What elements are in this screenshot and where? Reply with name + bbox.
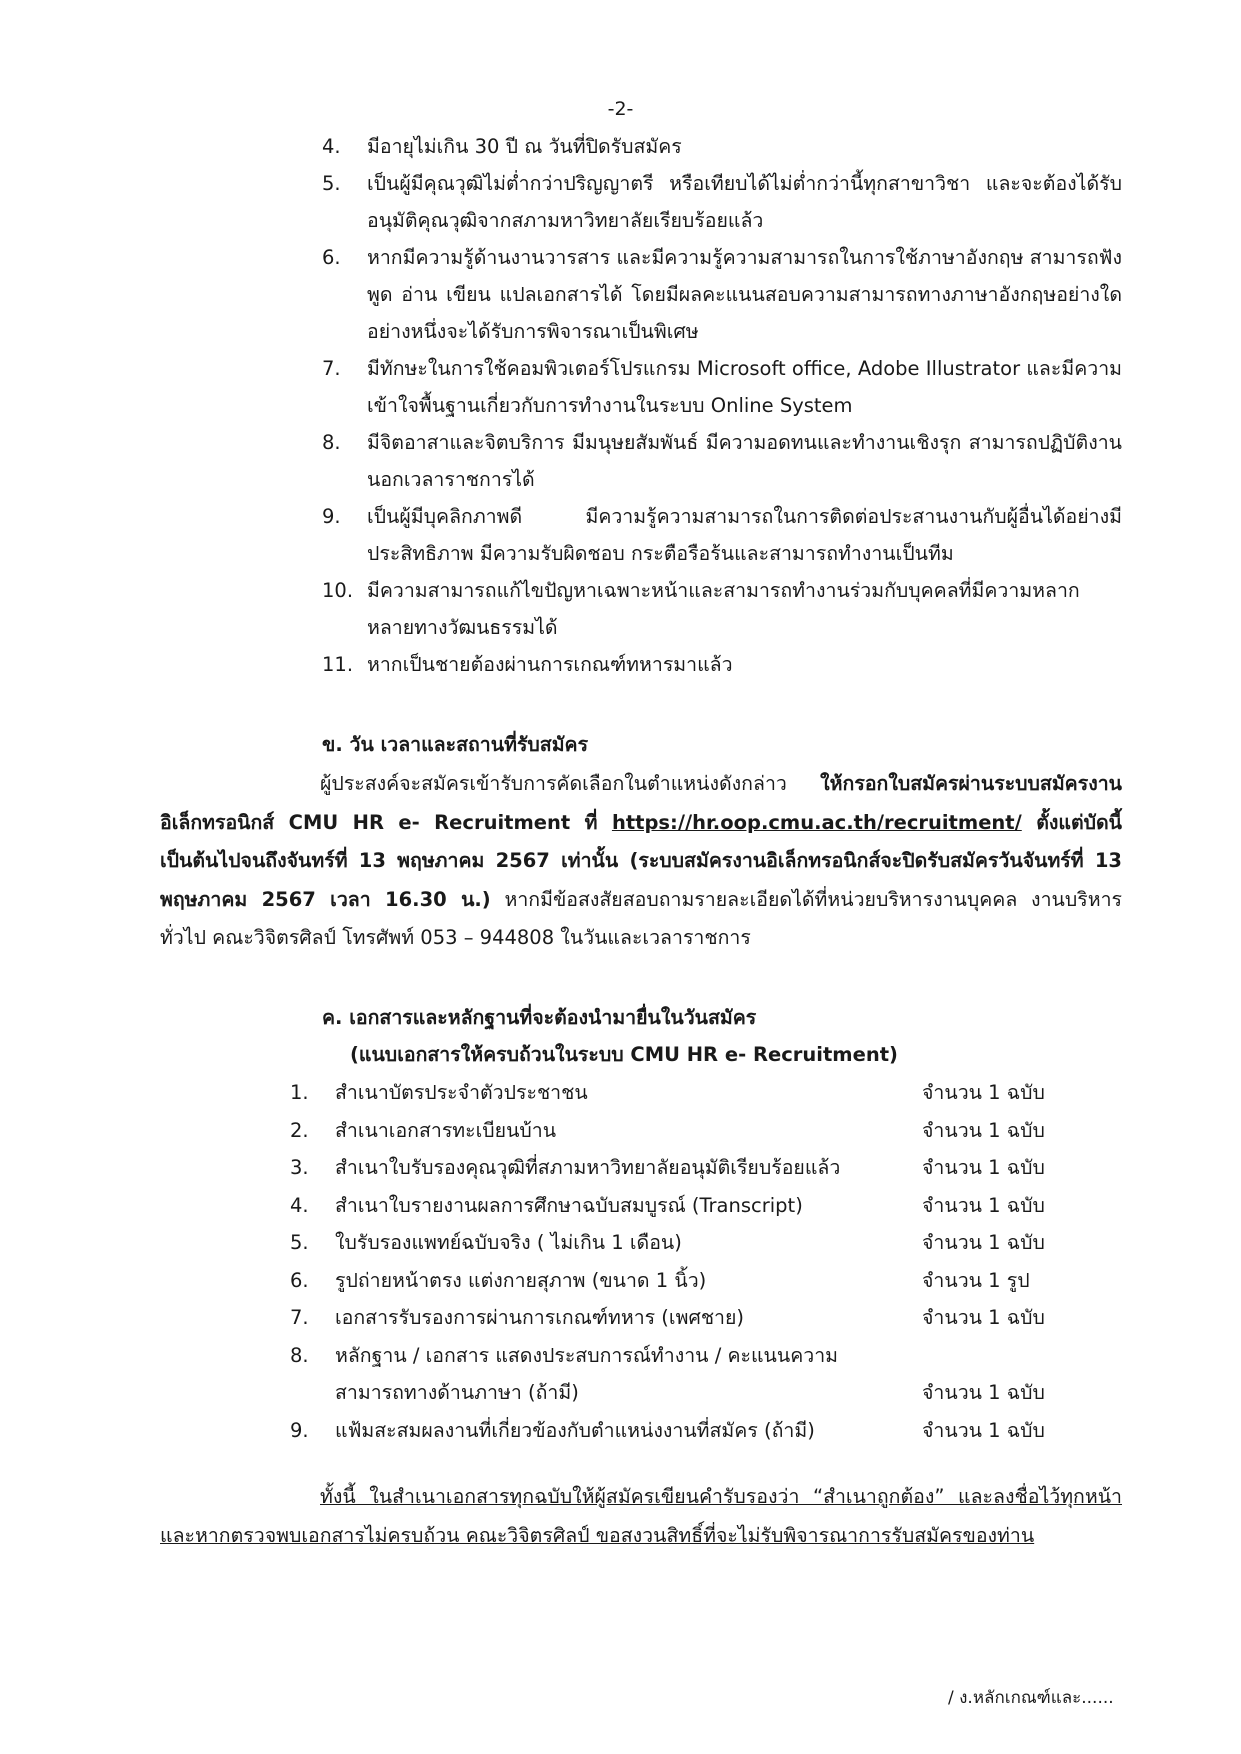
recruitment-link[interactable]: https://hr.oop.cmu.ac.th/recruitment/ <box>611 810 1022 834</box>
document-quantity: จำนวน 1 ฉบับ <box>922 1231 1045 1254</box>
document-quantity: จำนวน 1 ฉบับ <box>922 1306 1045 1329</box>
item-number: 1. <box>290 1081 309 1104</box>
item-text: เป็นผู้มีคุณวุฒิไม่ต่ำกว่าปริญญาตรี หรือเทียบได้ไม่ต่ำกว่านี้ทุกสาขาวิชา และจะต้องได้รับอนุมัติคุณวุฒิจากสภามหาวิทยาลัยเรียบร้อยแล้ว <box>367 172 1122 232</box>
item-number: 9. <box>322 505 341 528</box>
item-number: 5. <box>290 1231 309 1254</box>
continuation-footer: / ง.หลักเกณฑ์และ...... <box>948 1688 1114 1708</box>
document-name: สำเนาบัตรประจำตัวประชาชน <box>335 1081 588 1104</box>
document-name: เอกสารรับรองการผ่านการเกณฑ์ทหาร (เพศชาย) <box>335 1306 745 1329</box>
bold-text: ให้กรอกใบสมัครผ่านระบบสมัครงานอิเล็กทรอนิกส์ CMU HR e- Recruitment ที่ <box>160 772 1122 834</box>
item-text: มีทักษะในการใช้คอมพิวเตอร์โปรแกรม Microsoft office, Adobe Illustrator และมีความเข้าใจพื้นฐานเกี่ยวกับการทำงานในระบบ Online System <box>367 357 1122 417</box>
item-number: 2. <box>290 1118 309 1142</box>
document-item <box>290 1299 1070 1337</box>
item-number: 4. <box>322 135 341 158</box>
document-item <box>290 1224 1070 1262</box>
section-b-paragraph <box>160 765 1122 958</box>
item-text: หากมีความรู้ด้านงานวารสาร และมีความรู้ความสามารถในการใช้ภาษาอังกฤษ สามารถฟัง พูด อ่าน เขียน แปลเอกสารได้ โดยมีผลคะแนนสอบความสามารถทางภาษาอังกฤษอย่างใดอย่างหนึ่งจะได้รับการพิจารณาเป็นพิเศษ <box>367 246 1122 343</box>
item-number: 5. <box>322 172 341 195</box>
section-c-heading: ค. เอกสารและหลักฐานที่จะต้องนำมายื่นในวันสมัคร <box>322 1006 757 1029</box>
document-item <box>290 1112 1070 1150</box>
document-name: สำเนาเอกสารทะเบียนบ้าน <box>335 1118 557 1142</box>
item-text: มีความสามารถแก้ไขปัญหาเฉพาะหน้าและสามารถทำงานร่วมกับบุคคลที่มีความหลากหลายทางวัฒนธรรมได้ <box>367 579 1080 639</box>
document-name: สำเนาใบรับรองคุณวุฒิที่สภามหาวิทยาลัยอนุมัติเรียบร้อยแล้ว <box>335 1156 841 1179</box>
item-number: 8. <box>290 1343 309 1367</box>
item-number: 7. <box>322 357 341 380</box>
notice-paragraph: ทั้งนี้ ในสำเนาเอกสารทุกฉบับให้ผู้สมัครเขียนคำรับรองว่า “สำเนาถูกต้อง” และลงชื่อไว้ทุกหน้า และหากตรวจพบเอกสารไม่ครบถ้วน คณะวิจิตรศิลป์ ขอสงวนสิทธิ์ที่จะไม่รับพิจารณาการรับสมัครของท่าน <box>160 1485 1122 1547</box>
document-item <box>290 1187 1070 1225</box>
section-c-subheading: (แนบเอกสารให้ครบถ้วนในระบบ CMU HR e- Recruitment) <box>350 1043 898 1066</box>
item-text: มีอายุไม่เกิน 30 ปี ณ วันที่ปิดรับสมัคร <box>367 135 682 158</box>
document-item <box>290 1074 1070 1112</box>
section-b-heading: ข. วัน เวลาและสถานที่รับสมัคร <box>322 733 589 756</box>
item-text: เป็นผู้มีบุคลิกภาพดี มีความรู้ความสามารถในการติดต่อประสานงานกับผู้อื่นได้อย่างมีประสิทธิภาพ มีความรับผิดชอบ กระตือรือร้นและสามารถทำงานเป็นทีม <box>367 505 1122 565</box>
item-number: 6. <box>322 246 341 269</box>
document-name: ใบรับรองแพทย์ฉบับจริง ( ไม่เกิน 1 เดือน) <box>335 1231 682 1254</box>
item-number: 10. <box>322 579 354 602</box>
document-item <box>290 1262 1070 1300</box>
page-number: -2- <box>607 98 634 120</box>
document-list <box>290 1074 1070 1449</box>
item-number: 4. <box>290 1193 309 1217</box>
bold-text: ตั้งแต่บัดนี้เป็นต้นไปจนถึงจันทร์ที่ 13 พฤษภาคม 2567 เท่านั้น (ระบบสมัครงานอิเล็กทรอนิกส์จะปิดรับสมัครวันจันทร์ที่ 13 พฤษภาคม 2567 เวลา 16.30 น.) <box>160 810 1122 911</box>
item-text: หากเป็นชายต้องผ่านการเกณฑ์ทหารมาแล้ว <box>367 653 733 676</box>
item-text: มีจิตอาสาและจิตบริการ มีมนุษยสัมพันธ์ มีความอดทนและทำงานเชิงรุก สามารถปฏิบัติงานนอกเวลาราชการได้ <box>367 431 1122 491</box>
document-quantity: จำนวน 1 ฉบับ <box>922 1193 1045 1217</box>
document-item <box>290 1412 1070 1450</box>
document-name: รูปถ่ายหน้าตรง แต่งกายสุภาพ (ขนาด 1 นิ้ว) <box>335 1268 707 1292</box>
document-quantity: จำนวน 1 รูป <box>922 1268 1030 1292</box>
document-name: สำเนาใบรายงานผลการศึกษาฉบับสมบูรณ์ (Transcript) <box>335 1193 803 1217</box>
item-number: 3. <box>290 1156 309 1179</box>
item-number: 7. <box>290 1306 309 1329</box>
intro-text: ผู้ประสงค์จะสมัครเข้ารับการคัดเลือกในตำแหน่งดังกล่าว <box>320 772 787 795</box>
document-quantity: จำนวน 1 ฉบับ <box>922 1081 1045 1104</box>
document-name: แฟ้มสะสมผลงานที่เกี่ยวข้องกับตำแหน่งงานที่สมัคร (ถ้ามี) <box>335 1418 815 1442</box>
item-number: 6. <box>290 1268 309 1292</box>
contact-text: หากมีข้อสงสัยสอบถามรายละเอียดได้ที่หน่วยบริหารงานบุคคล งานบริหารทั่วไป คณะวิจิตรศิลป์ โทรศัพท์ 053 – 944808 ในวันและเวลาราชการ <box>160 887 1122 949</box>
document-quantity: จำนวน 1 ฉบับ <box>922 1156 1045 1179</box>
item-number: 9. <box>290 1418 309 1442</box>
document-quantity: จำนวน 1 ฉบับ <box>922 1418 1045 1442</box>
document-name: หลักฐาน / เอกสาร แสดงประสบการณ์ทำงาน / คะแนนความสามารถทางด้านภาษา (ถ้ามี) <box>335 1343 839 1404</box>
item-number: 11. <box>322 653 354 676</box>
document-item <box>290 1337 1070 1412</box>
document-item <box>290 1149 1070 1187</box>
document-quantity: จำนวน 1 ฉบับ <box>922 1381 1045 1404</box>
item-number: 8. <box>322 431 341 454</box>
document-quantity: จำนวน 1 ฉบับ <box>922 1118 1045 1142</box>
